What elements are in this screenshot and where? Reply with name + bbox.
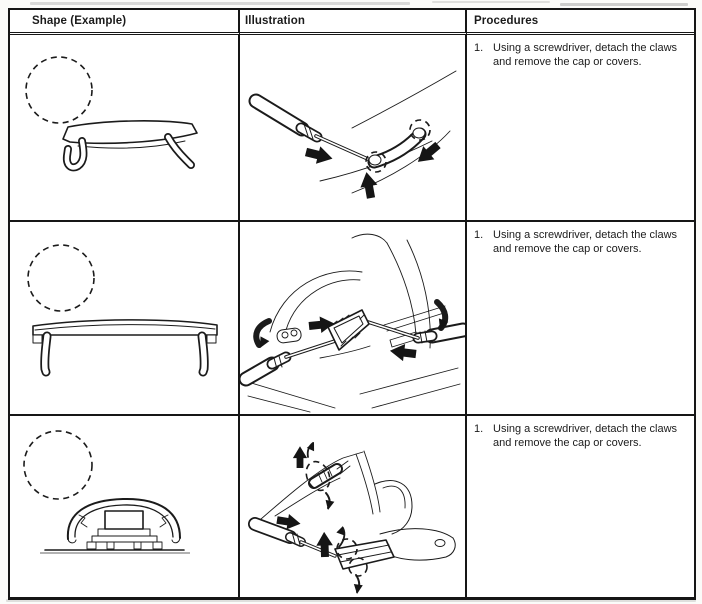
procedure-step-text (493, 228, 677, 256)
dome-cap-cross-section-drawing (10, 416, 238, 597)
row2-procedures-cell (467, 222, 694, 416)
procedure-line: and remove the cap or covers. (493, 243, 642, 255)
scan-artifact (30, 2, 410, 5)
sill-cover (335, 539, 394, 576)
dashed-callout-circle (26, 57, 92, 123)
column-header-shape-label: Shape (Example) (32, 15, 127, 27)
screwdriver-prying-end-cap-illustration (240, 35, 465, 220)
end-cap-shape (63, 121, 197, 168)
row3-shape-cell (10, 416, 240, 597)
procedure-line: and remove the cap or covers. (493, 56, 642, 68)
pry-direction-arrow (304, 143, 335, 167)
row1-procedures-cell (467, 35, 694, 222)
column-header-shape (10, 10, 240, 35)
procedure-step-number: 1. (474, 423, 484, 435)
car-body-and-seat-lines (253, 451, 455, 560)
row1-shape-cell (10, 35, 240, 222)
dashed-callout-circle (24, 431, 92, 499)
procedure-step-text (493, 41, 677, 69)
row2-shape-cell (10, 222, 240, 416)
two-screwdrivers-prying-square-cover-illustration (240, 222, 465, 414)
column-header-procedures (467, 10, 694, 35)
column-header-illustration-label: Illustration (245, 15, 305, 27)
row1-illustration-cell (240, 35, 467, 222)
long-cover-shape (33, 320, 217, 372)
row2-illustration-cell (240, 222, 467, 416)
row3-procedures-cell (467, 416, 694, 597)
molding-end-cap-with-hook-claw-drawing (10, 35, 238, 220)
procedure-step-number: 1. (474, 42, 484, 54)
procedure-line: Using a screwdriver, detach the claws (493, 42, 678, 54)
scan-artifact (432, 1, 550, 3)
dashed-callout-circle (28, 245, 94, 311)
upper-cap (302, 458, 350, 494)
column-header-procedures-label: Procedures (474, 15, 539, 27)
procedure-step-text (493, 422, 677, 450)
procedure-line: Using a screwdriver, detach the claws (493, 229, 678, 241)
dome-cap-shape (40, 499, 190, 553)
square-cover (328, 310, 369, 350)
procedure-step-number: 1. (474, 229, 484, 241)
scan-artifact (560, 3, 688, 6)
long-cover-with-claw-legs-drawing (10, 222, 238, 414)
clip-removal-procedure-table (8, 8, 696, 600)
column-header-illustration (240, 10, 467, 35)
screwdriver-prying-anchor-covers-illustration (240, 416, 465, 597)
panel-outline-lines (320, 71, 456, 193)
procedure-line: and remove the cap or covers. (493, 437, 642, 449)
procedure-line: Using a screwdriver, detach the claws (493, 423, 678, 435)
row3-illustration-cell (240, 416, 467, 597)
pry-direction-arrow (358, 171, 380, 200)
